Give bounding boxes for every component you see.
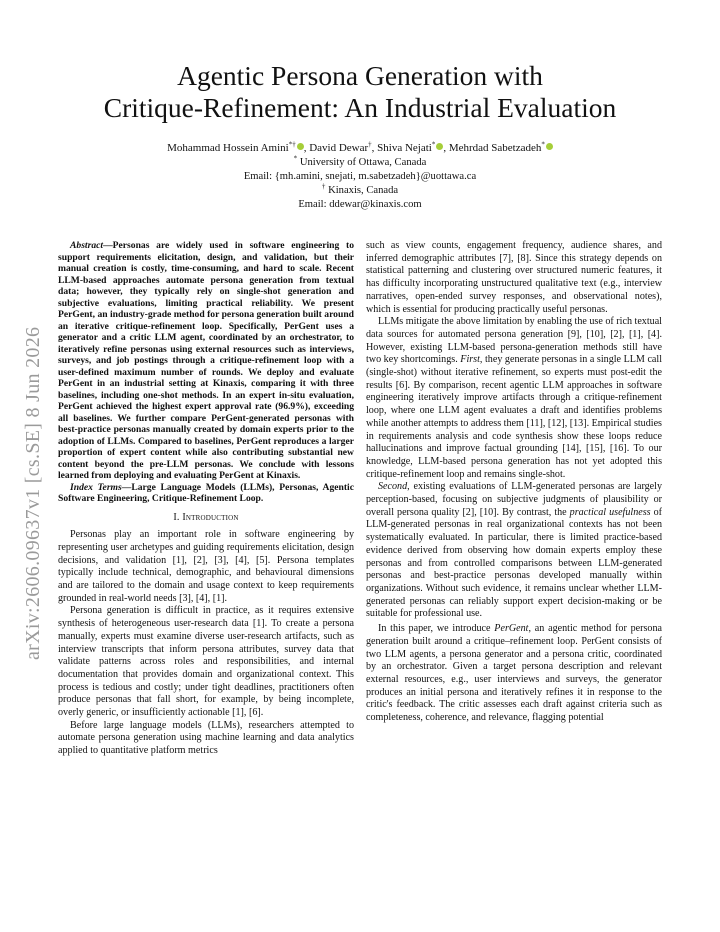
affiliation-2: † Kinaxis, Canada [321, 182, 399, 196]
affiliation-mark: *† [288, 140, 296, 149]
index-terms-text: —Large Language Models (LLMs), Personas, Agentic Software Engineering, Critique-Refinement Loop. [58, 481, 354, 504]
left-column [58, 240, 354, 758]
abstract-label: Abstract [70, 240, 104, 251]
email-1: Email: {mh.amini, snejati, m.sabetzadeh}@uottawa.ca [243, 171, 477, 182]
paragraph: In this paper, we introduce PerGent, an agentic method for persona generation built around a critique–refinement loop. PerGent consists of two LLM agents, a persona generator and a persona critic, coordinated by an orchestrator. Given a target persona description and relevant external resources, e.g., user interviews and surveys, the generator produces an initial persona and iteratively refines it in response to the critic's feedback. The critic assesses each draft against criteria such as completeness, coherence, and relevance, flagging potential [366, 623, 663, 724]
paragraph: Second, existing evaluations of LLM-generated personas are largely perception-based, focusing on subjective judgments of plausibility or overall persona quality [2], [10]. By contrast, the practical usefulness of LLM-generated personas in real organizational contexts has not been systematically evaluated. In particular, there is limited practice-based evidence derived from observing how domain experts employ these personas and from controlled comparisons between LLM-generated personas and best-practice personas developed manually within organizations. Without such evidence, it remains unclear whether LLM-generated personas can reliably support expert decision-making or be suitable for professional use. [366, 481, 662, 620]
affiliation-mark: * [431, 140, 436, 149]
paragraph: Persona generation is difficult in practice, as it requires extensive synthesis of heterogeneous user-research data [1]. To create a persona manually, experts must examine diverse user-research artifacts, such as interview transcripts that inform persona attributes, survey data that validate patterns across roles and responsibilities, and internal documentation that provides domain and organizational context. This process is tedious and costly; under tight deadlines, practitioners often produce personas that fall short, for example, by being incomplete, overly generic, or insufficiently actionable [1], [6]. [58, 605, 354, 719]
abstract-text: —Personas are widely used in software engineering to support requirements elicitation, design, and validation, but their manual creation is costly, time-consuming, and hard to scale. Recent LLM-based approaches automate persona generation from textual data; however, they typically rely on single-shot generation and subjective evaluations, limiting practical reliability. We present PerGent, an industry-grade method for persona generation built around an iterative critique-refinement loop. Specifically, PerGent uses a generator and a critic LLM agent, coordinated by an orchestrator, to iteratively refine personas using external resources such as interviews, surveys, and job postings through a critique-refinement loop with a user-defined maximum number of rounds. We deploy and evaluate PerGent in an industrial setting at Kinaxis, comparing it with three baselines, including one-shot methods. In an expert in-situ evaluation, PerGent achieved the highest expert approval rate (96.9%), exceeding all baselines. We further compare PerGent-generated personas with best-practice personas manually created by domain experts prior to the adoption of LLMs. Compared to baselines, PerGent reproduces a larger proportion of expert content while also contributing substantial new content beyond the pre-LLM personas. We conclude with lessons learned from deploying and evaluating PerGent at Kinaxis. [58, 240, 354, 481]
paper-title [60, 60, 660, 124]
paragraph: Before large language models (LLMs), researchers attempted to automate persona generation using machine learning and data analytics applied to quantitative platform metrics [58, 719, 354, 757]
email-2: Email: ddewar@kinaxis.com [298, 199, 422, 210]
paragraph: Personas play an important role in software engineering by representing user archetypes and guiding requirements elicitation, design decisions, and validation [1], [2], [3], [4], [5]. Persona templates typically include technical, demographic, and behavioural dimensions and are tailored to the domain and usage context to keep requirements grounded in real-world needs [3], [4], [1]. [58, 529, 354, 604]
section-heading [58, 512, 354, 525]
paragraph: such as view counts, engagement frequency, audience shares, and inferred demographic attributes [7], [8]. Since this strategy depends on statistical patterning and clustering over structured numeric features, it has difficulty incorporating unstructured qualitative text (e.g., interview narratives, open-ended survey responses, and observational notes), which is essential for producing practically useful personas. [366, 240, 662, 315]
orcid-icon[interactable] [297, 143, 304, 150]
author-name: Mohammad Hossein Amini [167, 142, 289, 154]
abstract [58, 240, 354, 482]
author-name: Shiva Nejati [377, 142, 432, 154]
affiliation-mark: * [541, 140, 545, 149]
index-terms-label: Index Terms [70, 481, 122, 493]
author-name: Mehrdad Sabetzadeh [448, 142, 542, 154]
orcid-icon[interactable] [436, 143, 443, 150]
index-terms [58, 482, 354, 505]
affiliation-mark: † [368, 140, 372, 149]
affiliation-1: * University of Ottawa, Canada [293, 154, 427, 168]
author-name: David Dewar [309, 142, 369, 154]
arxiv-identifier: arXiv:2606.09637v1 [cs.SE] 8 Jun 2026 [22, 326, 44, 660]
right-column [366, 240, 662, 725]
orcid-icon[interactable] [546, 143, 553, 150]
title-line-1: Agentic Persona Generation with [177, 60, 543, 91]
section-title: Introduction [182, 511, 239, 523]
section-number: I. [173, 511, 180, 523]
paragraph: LLMs mitigate the above limitation by enabling the use of rich textual data sources for automated persona generation [9], [10], [2], [1], [4]. However, existing LLM-based persona-generation methods still have two key shortcomings. First, they generate personas in a single LLM call (single-shot) without iterative refinement, so experts must post-edit the results [6]. By comparison, recent agentic LLM approaches in software engineering iteratively improve artifacts through a critique-refinement loop, where one LLM agent evaluates a draft and identifies problems while another attempts to address them [11], [12], [13]. Empirical studies in requirements analysis and code synthesis show these loops reduce hallucinations and improve factual grounding [14], [15], [16]. To our knowledge, LLM-based persona generation has not yet adopted this critique-refinement loop and remains single-shot. [366, 316, 663, 480]
author-block [60, 141, 660, 212]
title-line-2: Critique-Refinement: An Industrial Evaluation [103, 92, 617, 123]
author-list: Mohammad Hossein Amini*† , David Dewar†, Shiva Nejati* , Mehrdad Sabetzadeh* [60, 141, 660, 155]
